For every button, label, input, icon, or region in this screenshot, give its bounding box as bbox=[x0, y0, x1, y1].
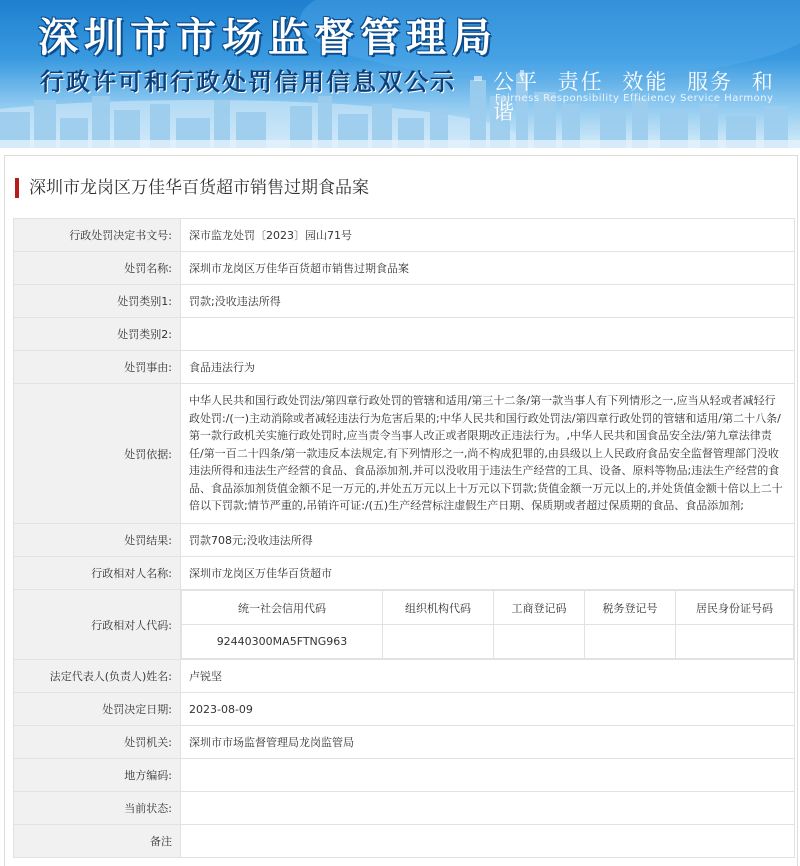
penalty-type-1: 罚款;没收违法所得 bbox=[181, 285, 795, 318]
row-label: 备注 bbox=[14, 825, 181, 858]
table-row bbox=[14, 726, 795, 759]
row-label: 处罚类别2: bbox=[14, 318, 181, 351]
table-row bbox=[14, 285, 795, 318]
table-row bbox=[14, 693, 795, 726]
row-label: 处罚机关: bbox=[14, 726, 181, 759]
site-subtitle: 行政许可和行政处罚信用信息双公示 bbox=[40, 68, 456, 96]
legal-representative: 卢锐坚 bbox=[181, 660, 795, 693]
row-label: 法定代表人(负责人)姓名: bbox=[14, 660, 181, 693]
table-row bbox=[14, 590, 795, 660]
table-row bbox=[14, 318, 795, 351]
table-row bbox=[14, 351, 795, 384]
row-label: 处罚依据: bbox=[14, 384, 181, 524]
row-label: 处罚事由: bbox=[14, 351, 181, 384]
table-row bbox=[14, 384, 795, 524]
content-panel bbox=[4, 155, 798, 866]
slogan-word: 效能 bbox=[622, 70, 669, 94]
row-label: 处罚结果: bbox=[14, 524, 181, 557]
slogan-english: Fairness Responsibility Efficiency Service Harmony bbox=[495, 93, 774, 104]
decision-doc-number: 深市监龙处罚〔2023〕园山71号 bbox=[181, 219, 795, 252]
row-label: 地方编码: bbox=[14, 759, 181, 792]
penalty-reason: 食品违法行为 bbox=[181, 351, 795, 384]
table-row bbox=[14, 252, 795, 285]
penalty-info-table bbox=[13, 218, 795, 858]
row-label: 行政处罚决定书文号: bbox=[14, 219, 181, 252]
row-label: 处罚名称: bbox=[14, 252, 181, 285]
code-header: 居民身份证号码 bbox=[676, 591, 794, 625]
row-label: 行政相对人名称: bbox=[14, 557, 181, 590]
decision-date: 2023-08-09 bbox=[181, 693, 795, 726]
row-label: 当前状态: bbox=[14, 792, 181, 825]
party-code-table bbox=[181, 590, 794, 659]
penalty-name: 深圳市龙岗区万佳华百货超市销售过期食品案 bbox=[181, 252, 795, 285]
tax-reg-value bbox=[585, 625, 676, 659]
penalty-result: 罚款708元;没收违法所得 bbox=[181, 524, 795, 557]
case-title: 深圳市龙岗区万佳华百货超市销售过期食品案 bbox=[15, 178, 369, 198]
code-header: 工商登记码 bbox=[494, 591, 585, 625]
party-code-cell bbox=[181, 590, 795, 660]
credit-code-value: 92440300MA5FTNG963 bbox=[182, 625, 383, 659]
row-label: 处罚决定日期: bbox=[14, 693, 181, 726]
party-name: 深圳市龙岗区万佳华百货超市 bbox=[181, 557, 795, 590]
code-header: 组织机构代码 bbox=[383, 591, 494, 625]
id-number-value bbox=[676, 625, 794, 659]
header-banner bbox=[0, 0, 800, 148]
site-title: 深圳市市场监督管理局 bbox=[38, 15, 498, 61]
slogan-word: 和谐 bbox=[493, 70, 775, 124]
table-row bbox=[14, 219, 795, 252]
penalty-type-2 bbox=[181, 318, 795, 351]
table-row bbox=[14, 524, 795, 557]
table-row bbox=[14, 792, 795, 825]
area-code bbox=[181, 759, 795, 792]
row-label: 处罚类别1: bbox=[14, 285, 181, 318]
penalty-basis: 中华人民共和国行政处罚法/第四章行政处罚的管辖和适用/第三十二条/第一款当事人有下列情形之一,应当从轻或者减轻行政处罚:/(一)主动消除或者减轻违法行为危害后果的;中华人民共和国行政处罚法/第四章行政处罚的管辖和适用/第二十八条/第一款行政机关实施行政处罚时,应当责令当事人改正或者限期改正违法行为。,中华人民共和国食品安全法/第九章法律责任/第一百二十四条/第一款违反本法规定,有下列情形之一,尚不构成犯罪的,由县级以上人民政府食品安全监督管理部门没收违法所得和违法生产经营的食品、食品添加剂,并可以没收用于违法生产经营的工具、设备、原料等物品;违法生产经营的食品、食品添加剂货值金额不足一万元的,并处五万元以上十万元以下罚款;货值金额一万元以上的,并处货值金额十倍以上二十倍以下罚款;情节严重的,吊销许可证:/(五)生产经营标注虚假生产日期、保质期或者超过保质期的食品、食品添加剂; bbox=[181, 384, 795, 524]
table-row bbox=[14, 825, 795, 858]
slogan-word: 公平 bbox=[493, 70, 539, 94]
remark bbox=[181, 825, 795, 858]
org-code-value bbox=[383, 625, 494, 659]
current-status bbox=[181, 792, 795, 825]
slogan-word: 服务 bbox=[687, 70, 734, 94]
business-reg-value bbox=[494, 625, 585, 659]
table-row bbox=[14, 660, 795, 693]
table-row bbox=[14, 557, 795, 590]
penalty-authority: 深圳市市场监督管理局龙岗监管局 bbox=[181, 726, 795, 759]
row-label: 行政相对人代码: bbox=[14, 590, 181, 660]
table-row bbox=[14, 759, 795, 792]
code-header: 统一社会信用代码 bbox=[182, 591, 383, 625]
code-header: 税务登记号 bbox=[585, 591, 676, 625]
slogan-word: 责任 bbox=[557, 70, 604, 94]
